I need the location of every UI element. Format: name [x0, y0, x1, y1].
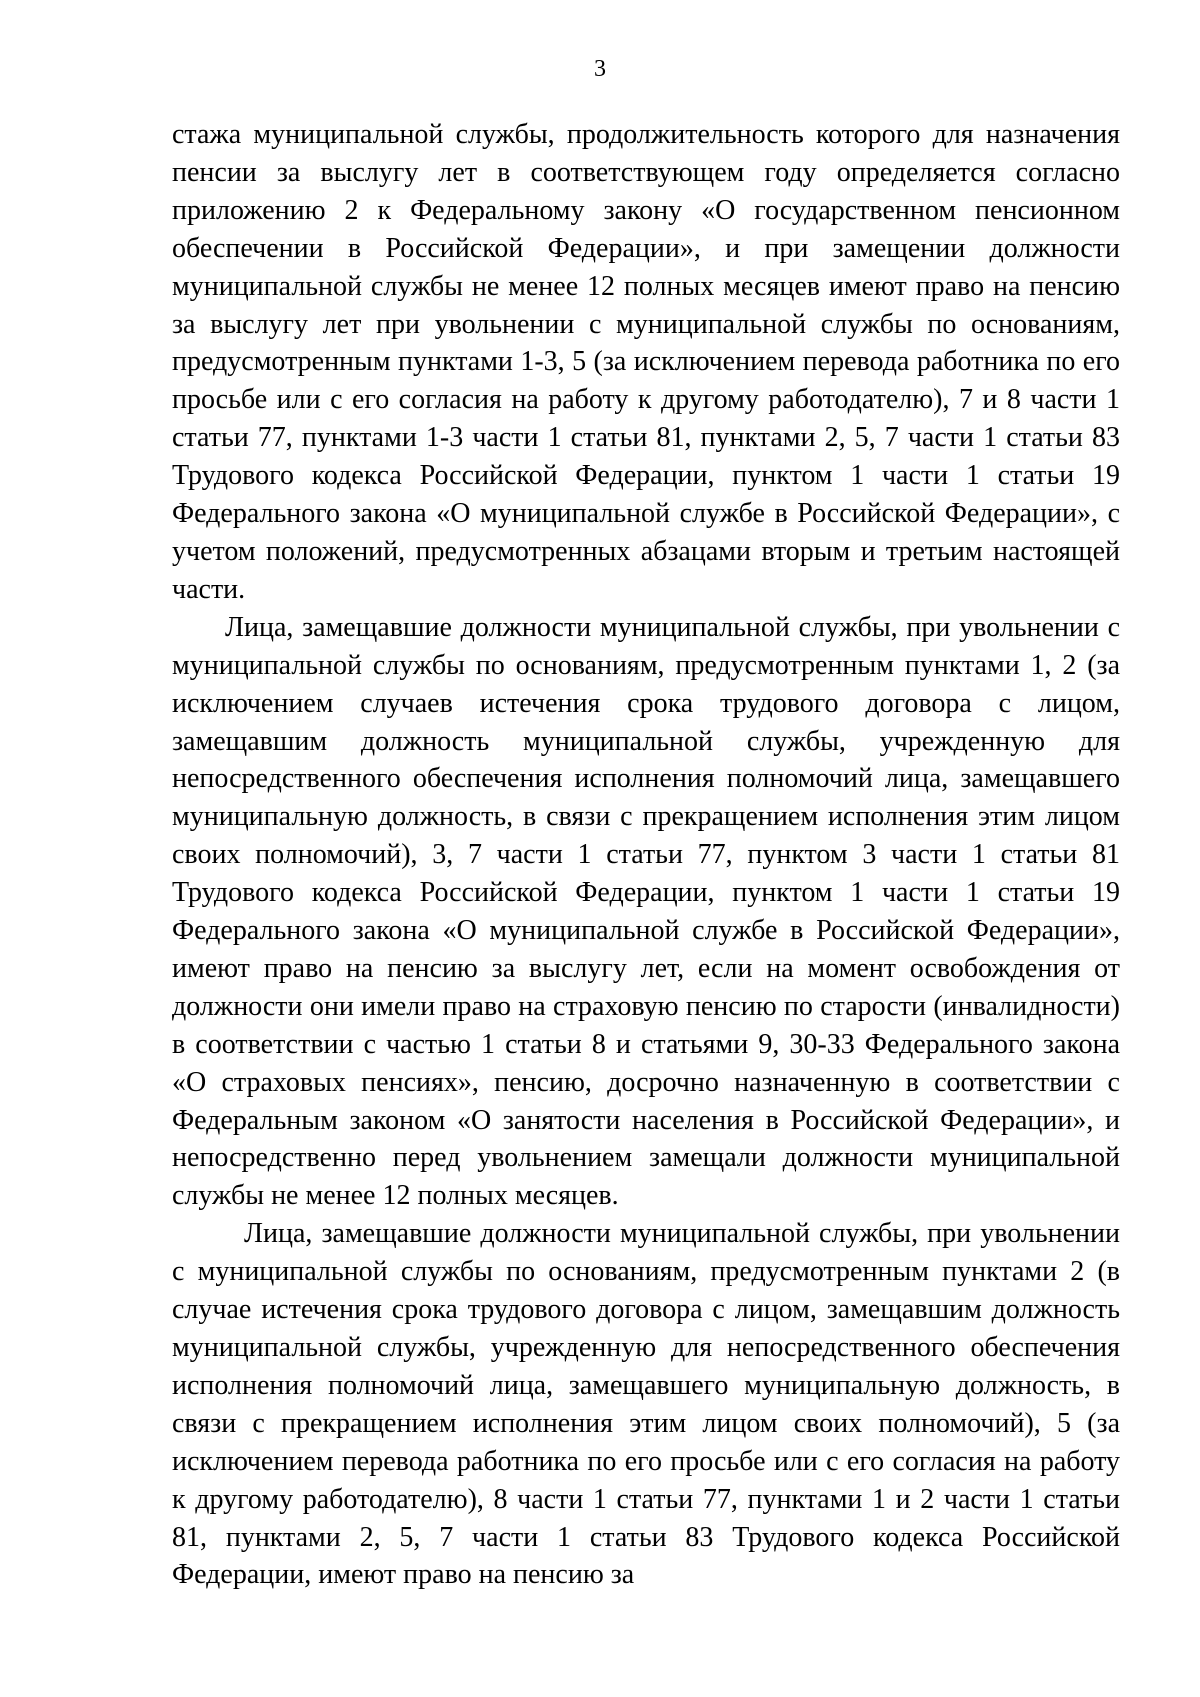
paragraph-continuation: стажа муниципальной службы, продолжительность которого для назначения пенсии за выслугу лет в соответствующем году определяется согласно приложению 2 к Федеральному закону «О государственном пенсионном обеспечении в Российской Федерации», и при замещении должности муниципальной службы не менее 12 полных месяцев имеют право на пенсию за выслугу лет при увольнении с муниципальной службы по основаниям, предусмотренным пунктами 1-3, 5 (за исключением перевода работника по его просьбе или с его согласия на работу к другому работодателю), 7 и 8 части 1 статьи 77, пунктами 1-3 части 1 статьи 81, пунктами 2, 5, 7 части 1 статьи 83 Трудового кодекса Российской Федерации, пунктом 1 части 1 статьи 19 Федерального закона «О муниципальной службе в Российской Федерации», с учетом положений, предусмотренных абзацами вторым и третьим настоящей части. [172, 119, 1120, 605]
page-number: 3 [594, 56, 606, 82]
document-body [172, 116, 1120, 1594]
paragraph-third: Лица, замещавшие должности муниципальной службы, при увольнении с муниципальной службы по основаниям, предусмотренным пунктами 2 (в случае истечения срока трудового договора с лицом, замещавшим должность муниципальной службы, учрежденную для непосредственного обеспечения исполнения полномочий лица, замещавшего муниципальную должность, в связи с прекращением исполнения этим лицом своих полномочий), 5 (за исключением перевода работника по его просьбе или с его согласия на работу к другому работодателю), 8 части 1 статьи 77, пунктами 1 и 2 части 1 статьи 81, пунктами 2, 5, 7 части 1 статьи 83 Трудового кодекса Российской Федерации, имеют право на пенсию за [172, 1218, 1120, 1591]
paragraph-second: Лица, замещавшие должности муниципальной службы, при увольнении с муниципальной службы по основаниям, предусмотренным пунктами 1, 2 (за исключением случаев истечения срока трудового договора с лицом, замещавшим должность муниципальной службы, учрежденную для непосредственного обеспечения исполнения полномочий лица, замещавшего муниципальную должность, в связи с прекращением исполнения этим лицом своих полномочий), 3, 7 части 1 статьи 77, пунктом 3 части 1 статьи 81 Трудового кодекса Российской Федерации, пунктом 1 части 1 статьи 19 Федерального закона «О муниципальной службе в Российской Федерации», имеют право на пенсию за выслугу лет, если на момент освобождения от должности они имели право на страховую пенсию по старости (инвалидности) в соответствии с частью 1 статьи 8 и статьями 9, 30-33 Федерального закона «О страховых пенсиях», пенсию, досрочно назначенную в соответствии с Федеральным законом «О занятости населения в Российской Федерации», и непосредственно перед увольнением замещали должности муниципальной службы не менее 12 полных месяцев. [172, 611, 1120, 1212]
